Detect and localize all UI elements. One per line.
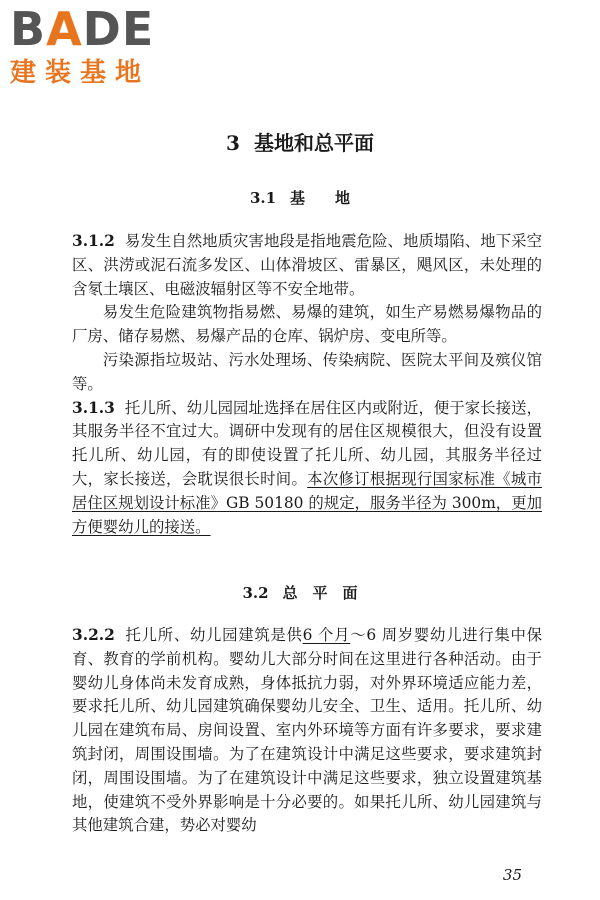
clause-3-1-3-paragraph — [72, 397, 542, 540]
page-number: 35 — [502, 866, 522, 884]
section-name: 基 地 — [290, 189, 351, 207]
clause-3-1-2-paragraph-3: 污染源指垃圾站、污水处理场、传染病院、医院太平间及殡仪馆等。 — [72, 350, 542, 393]
clause-number: 3.1.3 — [72, 398, 115, 417]
clause-text: 托儿所、幼儿园园址选择在居住区内或附近，便于家长接送，其服务半径不宜过大。调研中发现有的居住区规模很大，但没有设置托儿所、幼儿园，有的即使设置了托儿所、幼儿园，其服务半径过大，家长接送，会耽误很长时间。 — [72, 398, 542, 488]
section-name: 总 平 面 — [282, 584, 358, 602]
underlined-age: 6 个月 — [302, 626, 351, 644]
section-number: 3.1 — [249, 189, 277, 207]
chapter-title — [0, 128, 600, 158]
clause-text: 易发生自然地质灾害地段是指地震危险、地质塌陷、地下采空区、洪涝或泥石流多发区、山体滑坡区、雷暴区，飓风区，未处理的含氡土壤区、电磁波辐射区等不安全地带。 — [72, 232, 542, 298]
section-3-1-body — [72, 230, 542, 539]
chapter-number: 3 — [226, 131, 240, 155]
logo-letters-de: DE — [82, 2, 155, 56]
clause-3-2-2-paragraph — [72, 624, 542, 838]
clause-3-1-2-paragraph-2: 易发生危险建筑物指易燃、易爆的建筑，如生产易燃易爆物品的厂房、储存易燃、易爆产品的仓库、锅炉房、变电所等。 — [72, 303, 542, 346]
bade-logo — [10, 4, 180, 90]
logo-letter-b: B — [10, 2, 47, 56]
clause-3-1-2-paragraph-1 — [72, 230, 542, 301]
clause-number: 3.2.2 — [72, 626, 115, 644]
underlined-revision-note: 本次修订根据现行国家标准《城市居住区规划设计标准》GB 50180 的规定，服务半径为 300m，更加方便婴幼儿的接送。 — [72, 469, 542, 536]
logo-letter-a: A — [46, 2, 83, 56]
section-number: 3.2 — [242, 584, 269, 602]
logo-subtitle: 建装基地 — [10, 58, 151, 88]
logo-wordmark — [10, 4, 180, 54]
section-title-3-2 — [0, 582, 600, 604]
section-title-3-1 — [0, 187, 600, 209]
clause-text-start: 托儿所、幼儿园建筑是供 — [124, 626, 303, 644]
section-3-2-body — [72, 624, 542, 838]
clause-text-rest: ～6 周岁婴幼儿进行集中保育、教育的学前机构。婴幼儿大部分时间在这里进行各种活动。由于婴幼儿身体尚未发育成熟，身体抵抗力弱，对外界环境适应能力差，要求托儿所、幼儿园建筑确保婴幼儿安全、卫生、适用。托儿所、幼儿园在建筑布局、房间设置、室内外环境等方面有许多要求，要求建筑封闭，周围设围墙。为了在建筑设计中满足这些要求，要求建筑封闭，周围设围墙。为了在建筑设计中满足这些要求，独立设置建筑基地，使建筑不受外界影响是十分必要的。如果托儿所、幼儿园建筑与其他建筑合建，势必对婴幼 — [72, 626, 542, 835]
chapter-name: 基地和总平面 — [253, 131, 374, 155]
clause-number: 3.1.2 — [72, 232, 115, 250]
